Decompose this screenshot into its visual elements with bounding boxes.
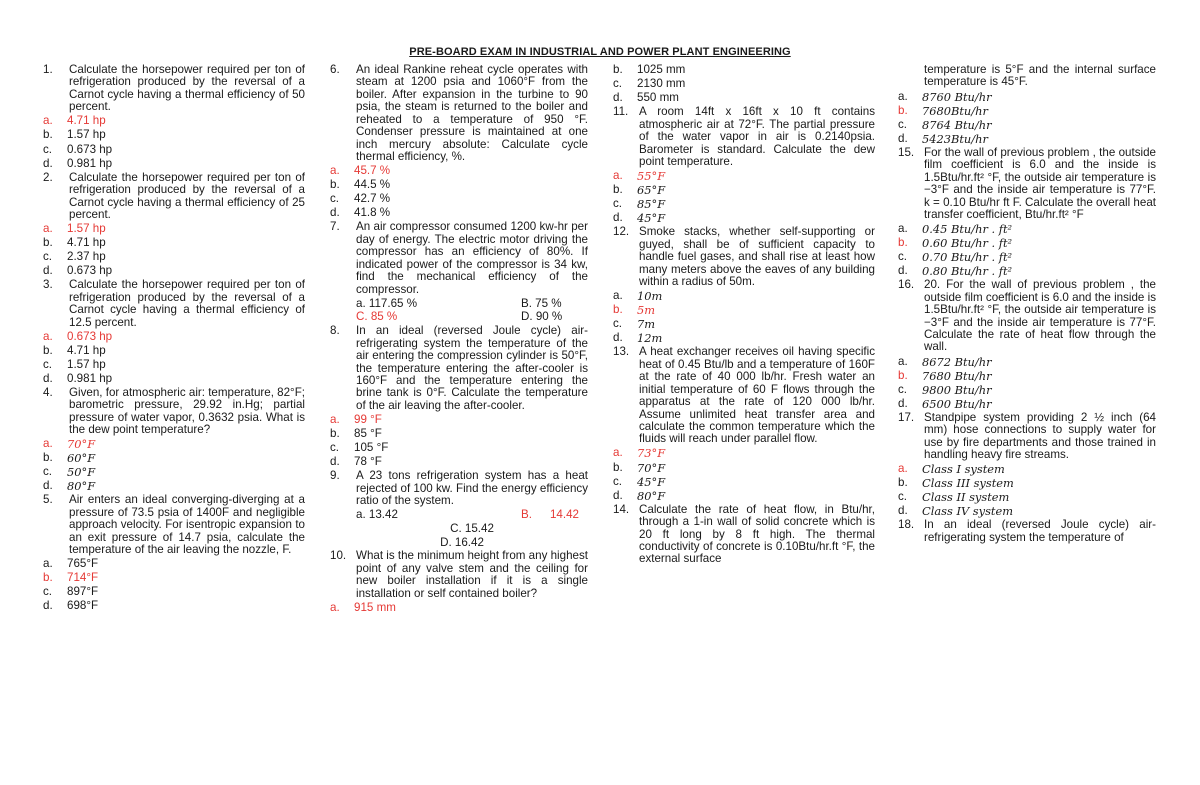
choice-answer[interactable] (330, 602, 588, 614)
choice-text: 0.45 Btu/hr . ft² (922, 222, 1013, 236)
choice-letter: a. (898, 354, 908, 368)
question-10 (330, 550, 588, 600)
choice-row (330, 311, 588, 323)
choice-text: Class III system (922, 476, 1014, 491)
choice-letter: d. (43, 156, 53, 170)
choice[interactable] (613, 332, 875, 344)
choice[interactable] (43, 480, 305, 492)
column-1 (43, 64, 305, 614)
choice-text: 60°F (67, 451, 96, 466)
choice-letter: a. (330, 412, 340, 426)
question-text: Standpipe system providing 2 ½ inch (64 mm) hose connections to supply water for use by fire departments and those trained in handling heavy fire streams. (924, 410, 1156, 462)
choice[interactable] (330, 442, 588, 454)
choice-text: 12m (637, 331, 663, 346)
question-number: 9. (330, 469, 340, 483)
choice-text: 80°F (637, 488, 666, 503)
choice-text: 698°F (67, 599, 99, 613)
question-14-continued (898, 64, 1156, 89)
choice[interactable] (330, 193, 588, 205)
question-number: 6. (330, 63, 340, 76)
question-1 (43, 64, 305, 114)
choice[interactable] (898, 505, 1156, 517)
choice-answer[interactable] (613, 447, 875, 459)
choice-text: 9800 Btu/hr (922, 382, 992, 397)
choice-text: 0.981 hp (67, 371, 113, 385)
question-text: Calculate the rate of heat flow, in Btu/hr, through a 1-in wall of solid concrete which is 20 ft long by 8 ft high. The thermal conductivity of concrete is 0.10Btu/hr.ft °F, the external surface (639, 502, 875, 566)
choice-letter: a. (43, 329, 53, 343)
choice[interactable] (613, 476, 875, 488)
choice[interactable] (43, 237, 305, 249)
choice-text: Class IV system (922, 504, 1014, 519)
choice-letter: d. (43, 371, 53, 385)
choice[interactable] (898, 477, 1156, 489)
choice-text: 7680 Btu/hr (922, 368, 992, 383)
question-4 (43, 387, 305, 437)
choice-answer[interactable] (43, 572, 305, 584)
choice-letter: d. (898, 264, 908, 278)
choice-letter: d. (43, 479, 53, 493)
choice-letter: b. (43, 343, 53, 357)
choice-text: 765°F (67, 557, 99, 571)
question-text: An air compressor consumed 1200 kw-hr per day of energy. The electric motor driving the compressor has an efficiency of 80%. If indicated power of the compressor is 34 kw, find the mechanical efficiency of the compressor. (356, 220, 588, 296)
choice-letter: b. (43, 128, 53, 142)
choice-text: 0.60 Btu/hr . ft² (922, 236, 1013, 251)
choice-answer[interactable] (43, 115, 305, 127)
choice-letter: b. (330, 427, 340, 441)
question-number: 11. (613, 105, 629, 119)
choice-letter: b. (898, 236, 908, 250)
choice-letter: a. (898, 222, 908, 235)
choice-text: 50°F (67, 465, 96, 480)
choice-letter: a. (613, 169, 623, 182)
choice-text: 6500 Btu/hr (922, 396, 992, 411)
question-12 (613, 226, 875, 288)
choice[interactable] (613, 490, 875, 502)
choice-letter: d. (613, 91, 623, 105)
choice-letter: b. (613, 183, 623, 197)
choice[interactable]: a. 117.65 % (356, 296, 418, 310)
choice-text: 85°F (637, 197, 666, 212)
choice-letter: b. (898, 368, 908, 382)
choice[interactable] (43, 129, 305, 141)
choice[interactable] (898, 265, 1156, 277)
question-3 (43, 279, 305, 329)
choice-text: 915 mm (354, 600, 396, 614)
choice-text: 1.57 hp (67, 222, 106, 235)
column-4 (898, 64, 1156, 544)
choice-text: 44.5 % (354, 178, 391, 192)
choice[interactable]: B. 75 % (521, 296, 562, 310)
choice-letter: c. (898, 382, 908, 396)
choice[interactable] (330, 179, 588, 191)
choice[interactable] (330, 207, 588, 219)
choice-letter: b. (43, 571, 53, 585)
choice[interactable] (43, 373, 305, 385)
choice[interactable] (43, 466, 305, 478)
choice[interactable] (43, 452, 305, 464)
column-3 (613, 64, 875, 566)
choice-letter: b. (898, 476, 908, 490)
choice[interactable] (43, 359, 305, 371)
choice-text: Class II system (922, 490, 1010, 505)
question-6 (330, 64, 588, 164)
choice-letter: d. (898, 504, 908, 518)
choice[interactable] (43, 251, 305, 263)
choice-letter: c. (330, 441, 340, 455)
choice-text: 1.57 hp (67, 357, 106, 371)
choice-letter: b. (43, 236, 53, 250)
choice-text: 4.71 hp (67, 114, 106, 128)
choice-text: 0.70 Btu/hr . ft² (922, 250, 1013, 265)
question-text: Calculate the horsepower required per ton of refrigeration produced by the reversal of a Carnot cycle having a thermal efficiency of 12.5 percent. (69, 278, 305, 329)
question-11 (613, 106, 875, 168)
choice-text: 85 °F (354, 427, 382, 441)
question-text: A 23 tons refrigeration system has a heat rejected of 100 kw. Find the energy efficiency ratio of the system. (356, 469, 588, 508)
choice-letter: c. (613, 197, 623, 211)
column-2 (330, 64, 588, 616)
choice-text: 714°F (67, 571, 99, 585)
choice-text: 1.57 hp (67, 128, 106, 142)
choice[interactable] (898, 133, 1156, 145)
choice-letter: d. (330, 455, 340, 469)
choice-text: 99 °F (354, 412, 382, 426)
choice-row (330, 298, 588, 310)
choice[interactable] (613, 290, 875, 302)
question-number: 7. (330, 220, 340, 234)
question-16 (898, 279, 1156, 354)
choice[interactable] (613, 92, 875, 104)
choice-text: 0.981 hp (67, 156, 113, 170)
question-text: An ideal Rankine reheat cycle operates with steam at 1200 psia and 1060°F from the boiler. After expansion in the turbine to 90 psia, the steam is returned to the boiler and reheated to a temperature of 950 °F. Condenser pressure is maintained at one inch mercury absolute: Calculate cycle thermal efficiency, %. (356, 63, 588, 164)
choice-answer[interactable] (43, 331, 305, 343)
choice-row (330, 509, 588, 521)
question-number: 3. (43, 278, 53, 292)
question-9 (330, 470, 588, 507)
choice-answer[interactable] (330, 165, 588, 177)
choice-letter: d. (898, 131, 908, 145)
choice[interactable] (898, 251, 1156, 263)
choice-letter: c. (43, 585, 53, 599)
question-text: Smoke stacks, whether self-supporting or guyed, shall be of sufficient capacity to handle fuel gases, and shall rise at least how many meters above the eaves of any building within a radius of 50m. (639, 225, 875, 288)
choice[interactable] (613, 198, 875, 210)
choice[interactable]: a. 13.42 (356, 507, 398, 521)
question-text: Calculate the horsepower required per ton of refrigeration produced by the reversal of a Carnot cycle having a thermal efficiency of 25 percent. (69, 170, 305, 221)
choice-letter: b. (613, 303, 623, 317)
choice[interactable] (43, 558, 305, 570)
choice-letter: b. (613, 460, 623, 474)
choice-letter: c. (613, 77, 623, 91)
question-13 (613, 346, 875, 446)
question-text: In an ideal (reversed Joule cycle) air-refrigerating system the temperature of (924, 518, 1156, 544)
choice-text: 45.7 % (354, 164, 391, 178)
choice-letter: b. (613, 63, 623, 76)
question-7 (330, 221, 588, 296)
choice-text: 7m (637, 317, 656, 332)
choice-text: 1025 mm (637, 63, 686, 76)
question-number: 5. (43, 493, 53, 507)
choice[interactable] (898, 491, 1156, 503)
choice-text: 45°F (637, 474, 666, 489)
choice-letter: b. (43, 451, 53, 465)
choice-text: 78 °F (354, 455, 382, 469)
choice-answer[interactable] (898, 463, 1156, 475)
choice[interactable] (43, 158, 305, 170)
choice-letter: a. (898, 462, 908, 476)
choice[interactable] (330, 456, 588, 468)
choice-letter: a. (613, 446, 623, 460)
choice[interactable] (43, 265, 305, 277)
choice-text: 4.71 hp (67, 343, 106, 357)
choice-letter: c. (43, 250, 53, 264)
choice-answer[interactable] (43, 223, 305, 235)
page-title: PRE-BOARD EXAM IN INDUSTRIAL AND POWER PLANT ENGINEERING (409, 46, 791, 58)
choice-letter: d. (898, 396, 908, 410)
choice-letter: c. (613, 317, 623, 331)
choice-letter: c. (898, 117, 908, 131)
choice-text: 0.80 Btu/hr . ft² (922, 264, 1013, 279)
choice-letter: d. (613, 488, 623, 502)
question-number: 18. (898, 518, 915, 532)
choice[interactable]: D. 16.42 (440, 535, 484, 549)
choice[interactable] (43, 144, 305, 156)
choice-letter: d. (43, 599, 53, 613)
choice-letter: a. (43, 437, 53, 451)
choice-letter: a. (330, 600, 340, 614)
choice-answer[interactable]: C. 85 % (356, 310, 398, 324)
choice[interactable] (613, 78, 875, 90)
choice-text: 80°F (67, 479, 96, 494)
choice-text: 4.71 hp (67, 236, 106, 250)
choice-letter: c. (898, 490, 908, 504)
choice-letter: B. (521, 507, 532, 521)
choice-text: 550 mm (637, 91, 679, 105)
choice-text: 70°F (637, 460, 666, 475)
choice-answer[interactable] (898, 237, 1156, 249)
question-17 (898, 412, 1156, 462)
choice-answer[interactable] (613, 304, 875, 316)
choice[interactable] (613, 64, 875, 76)
question-number: 10. (330, 549, 347, 563)
choice-letter: d. (613, 331, 623, 345)
choice-letter: a. (613, 289, 623, 303)
choice-letter: c. (898, 250, 908, 264)
question-number: 17. (898, 410, 915, 424)
choice-letter: b. (898, 103, 908, 117)
choice-letter: a. (330, 164, 340, 178)
choice-answer[interactable] (898, 105, 1156, 117)
choice-text: 45°F (637, 211, 666, 226)
choice-text: 70°F (67, 437, 96, 452)
question-text: For the wall of previous problem , the outside film coefficient is 6.0 and the inside is 1.5Btu/hr.ft² °F, the outside air temperature is −3°F and the inside air temperature is 77°F. k = 0.10 Btu/hr ft F. Calculate the overall heat transfer coefficient, Btu/hr.ft² °F (924, 145, 1156, 221)
choice-letter: a. (43, 114, 53, 128)
question-text: In an ideal (reversed Joule cycle) air-refrigerating system the temperature of the air entering the compression cylinder is 50°F, the temperature entering the after-cooler is 160°F and the temperature entering the brine tank is 0°F. Calculate the temperature of the air leaving the after-cooler. (356, 324, 588, 412)
choice-letter: d. (330, 206, 340, 220)
choice-letter: a. (43, 557, 53, 571)
choice-text: 73°F (637, 446, 666, 461)
choice-text: 41.8 % (354, 206, 391, 220)
question-number: 13. (613, 345, 630, 359)
question-5 (43, 494, 305, 556)
question-number: 12. (613, 225, 630, 239)
question-number: 1. (43, 63, 53, 76)
choice-text: 8764 Btu/hr (922, 117, 992, 132)
choice[interactable] (613, 184, 875, 196)
question-text: Calculate the horsepower required per ton of refrigeration produced by the reversal of a Carnot cycle having a thermal efficiency of 50 percent. (69, 63, 305, 114)
question-text: A heat exchanger receives oil having specific heat of 0.45 Btu/lb and a temperature of 160F at the rate of 40 000 lb/hr. Fresh water an initial temperature of 60 F flows through the apparatus at the rate of 120 000 lb/hr. Assume unlimited heat transfer area and calculate the common temperature which the fluids will reach under parallel flow. (639, 345, 875, 446)
choice[interactable] (43, 600, 305, 612)
choice-text: Class I system (922, 462, 1005, 477)
choice-letter: a. (898, 89, 908, 103)
choice[interactable]: D. 90 % (521, 310, 563, 324)
question-number: 8. (330, 324, 340, 338)
choice[interactable] (613, 318, 875, 330)
choice-answer[interactable] (898, 370, 1156, 382)
choice-text: 897°F (67, 585, 99, 599)
question-number: 4. (43, 385, 53, 399)
choice-text: 14.42 (549, 507, 579, 521)
choice-text: 0.673 hp (67, 264, 113, 278)
question-number: 2. (43, 170, 53, 184)
choice[interactable] (898, 91, 1156, 103)
choice[interactable] (898, 356, 1156, 368)
choice-letter: c. (613, 474, 623, 488)
choice-text: 65°F (637, 183, 666, 198)
choice-text: 105 °F (354, 441, 389, 455)
choice[interactable] (898, 398, 1156, 410)
choice-text: 42.7 % (354, 192, 391, 206)
choice[interactable]: C. 15.42 (450, 521, 494, 535)
question-text: 20. For the wall of previous problem , the outside film coefficient is 6.0 and the inside is 1.5Btu/hr.ft² °F, the outside air temperature is −3°F and the inside air temperature is 77°F. Calculate the rate of heat flow through the wall. (924, 278, 1156, 354)
question-8 (330, 325, 588, 412)
question-2 (43, 172, 305, 222)
choice-letter: a. (43, 222, 53, 235)
choice-answer[interactable] (521, 509, 579, 521)
question-number: 16. (898, 278, 915, 292)
choice-letter: c. (43, 465, 53, 479)
choice-text: 0.673 hp (67, 142, 113, 156)
choice-letter: c. (43, 357, 53, 371)
choice-text: 8672 Btu/hr (922, 354, 992, 369)
choice-letter: b. (330, 178, 340, 192)
choice-answer[interactable] (613, 170, 875, 182)
choice-answer[interactable] (330, 414, 588, 426)
choice-answer[interactable] (43, 438, 305, 450)
choice[interactable] (43, 586, 305, 598)
choice-text: 2130 mm (637, 77, 686, 91)
question-14 (613, 504, 875, 566)
choice[interactable] (330, 428, 588, 440)
question-text: Air enters an ideal converging-diverging at a pressure of 73.5 psia of 1400F and negligible approach velocity. For isentropic expansion to an exit pressure of 14.7 psia, calculate the temperature of the air leaving the nozzle, F. (69, 493, 305, 557)
choice-text: 2.37 hp (67, 250, 106, 264)
choice[interactable] (898, 223, 1156, 235)
choice[interactable] (898, 119, 1156, 131)
question-number: 14. (613, 502, 630, 516)
choice-letter: c. (330, 192, 340, 206)
question-text: temperature is 5°F and the internal surface temperature is 45°F. (924, 63, 1156, 89)
question-number: 15. (898, 145, 915, 159)
choice-text: 5m (637, 303, 656, 318)
question-text: What is the minimum height from any highest point of any valve stem and the ceiling for new boiler installation if it is a single installation or self contained boiler? (356, 549, 588, 600)
choice[interactable] (613, 212, 875, 224)
choice-letter: d. (613, 211, 623, 225)
question-18 (898, 519, 1156, 544)
choice-text: 7680Btu/hr (922, 103, 988, 118)
question-text: A room 14ft x 16ft x 10 ft contains atmospheric air at 72°F. The partial pressure of the water vapor in air is 0.2140psia. Barometer is standard. Calculate the dew point temperature. (639, 105, 875, 168)
choice-text: 10m (637, 289, 663, 304)
choice-text: 5423Btu/hr (922, 131, 988, 146)
choice[interactable] (613, 462, 875, 474)
choice-text: 0.673 hp (67, 329, 113, 343)
question-15 (898, 147, 1156, 222)
choice-letter: d. (43, 264, 53, 278)
choice[interactable] (43, 345, 305, 357)
choice-letter: c. (43, 142, 53, 156)
question-text: Given, for atmospheric air: temperature, 82°F; barometric pressure, 29.92 in.Hg; partial pressure of water vapor, 0.3632 psia. What is the dew point temperature? (69, 385, 305, 437)
choice-text: 55°F (637, 169, 666, 183)
choice-text: 8760 Btu/hr (922, 89, 992, 104)
choice[interactable] (898, 384, 1156, 396)
